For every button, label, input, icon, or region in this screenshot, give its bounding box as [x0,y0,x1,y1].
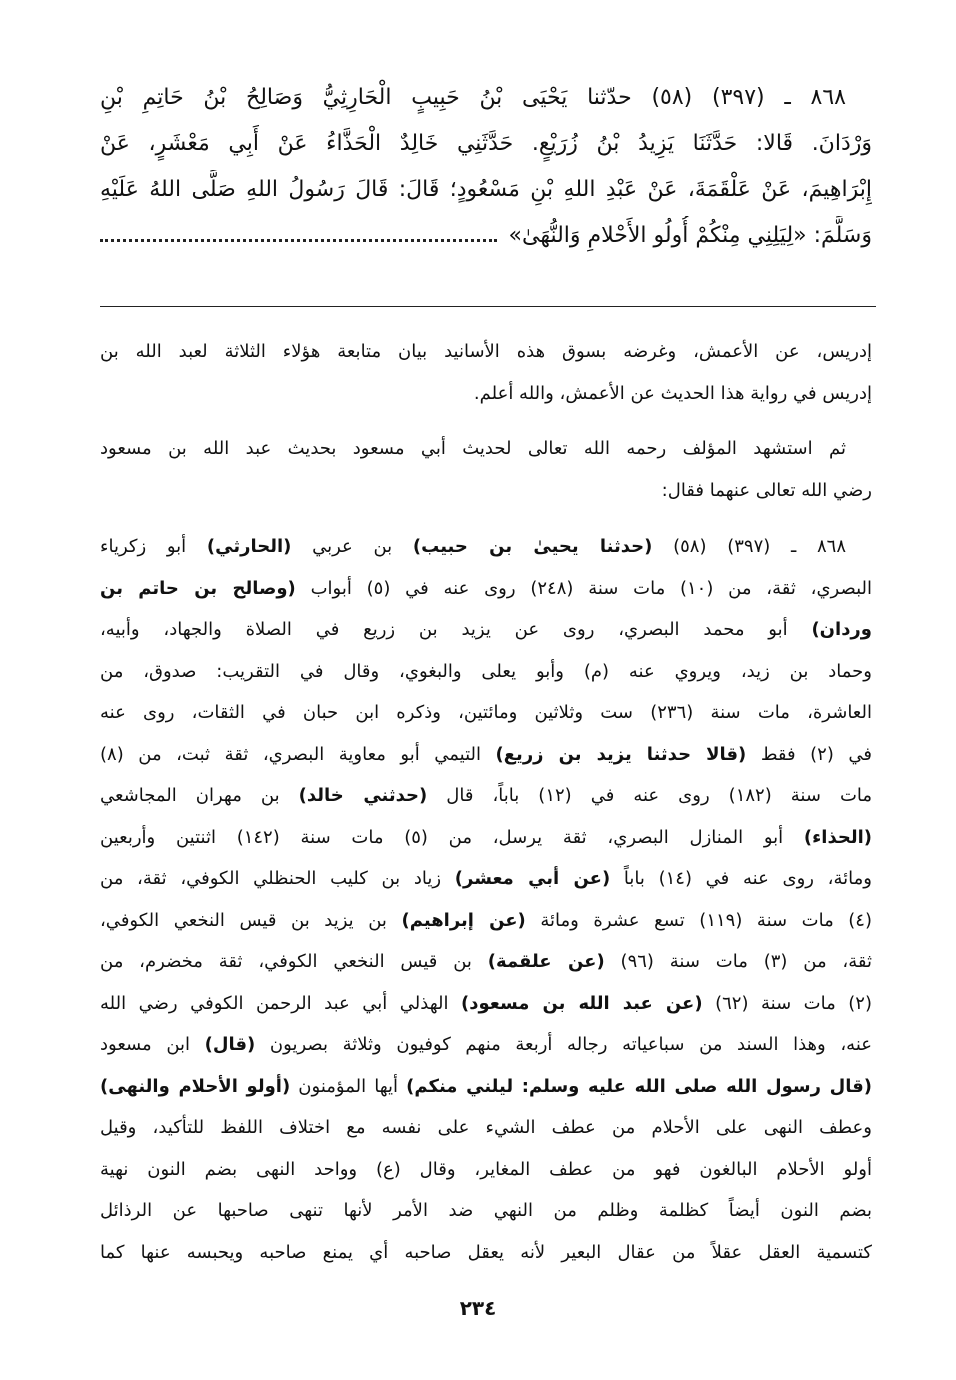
commentary-line [100,737,872,777]
commentary-line [100,861,872,901]
page-number: ٢٣٤ [459,1296,497,1320]
commentary-line [100,431,872,471]
commentary-text-segment: بن عربي [291,536,413,557]
commentary-line [100,944,872,984]
commentary-text-segment: كتسمية العقل عقلاً من عقال البعير لأنه يعقل صاحبه أي يمنع صاحبه ويحبسه عنها كما [100,1241,872,1263]
commentary-text-segment: أولو الأحلام البالغون فهو من عطف المغاير، وقال (ع) وواحد النهى بضم النون نهية [100,1158,872,1180]
commentary-text-segment: بضم النون أيضاً كظلمة وظلم من النهي ضد الأمر لأنها تنهى صاحبها عن الرذائل [100,1200,872,1221]
commentary-text-segment: وحماد بن زيد، ويروي عنه (م) وأبو يعلى والبغوي، وقال في التقريب: صدوق، من [100,660,872,682]
hadith-line-text: وَرْدَانَ. قَالا: حَدَّثَنَا يَزِيدُ بْنُ زُرَيْعٍ. حَدَّثَنِي خَالِدٌ الْحَذَّاءُ عَنْ أَبِي مَعْشَرٍ، عَنْ [100,131,872,156]
commentary-text-segment: (٢) مات سنة (٦٢) [702,992,872,1014]
commentary-text-segment: أبو المنازل البصري، ثقة يرسل، من (٥) مات سنة (١٤٢) اثنتين وأربعين [100,826,804,848]
commentary-line [100,986,872,1026]
commentary-text-segment: عنه، وهذا السند من سباعياته رجاله أربعة منهم كوفيون وثلاثة بصريون [255,1034,872,1055]
commentary-line [100,1193,872,1233]
bold-quoted-text: (قال رسول الله صلى الله عليه وسلم: ليلني منكم) [406,1075,872,1097]
hadith-line [100,124,872,164]
commentary-text-segment: ومائة، روى عنه في (١٤) باباً [610,868,872,889]
commentary-text-segment: إدريس، عن الأعمش، وغرضه بسوق هذه الأسانيد بيان متابعة هؤلاء الثلاثة لعبد الله بن [100,341,872,362]
bold-quoted-text: (عن أبي معشر) [454,868,611,889]
commentary-line [100,654,872,694]
bold-quoted-text: (الحذاء) [803,826,872,848]
commentary-text-segment: ابن مسعود [100,1034,205,1055]
commentary-text-segment: أيها المؤمنون [290,1075,407,1097]
commentary-text-segment: ثقة، من (٣) مات سنة (٩٦) [604,951,872,972]
commentary-text-segment: رضي الله تعالى عنهما فقال: [661,480,872,501]
commentary-line [100,1235,872,1275]
commentary-line [100,1110,872,1150]
commentary-text-segment: زياد بن كليب الحنظلي الكوفي، ثقة، من [100,868,455,889]
commentary-line [100,820,872,860]
hadith-line-text: وَسَلَّمَ: «لِيَلِنِي مِنْكُمْ أُولُو الأَحْلامِ وَالنُّهَىٰ» [508,223,872,248]
commentary-text-segment: ٨٦٨ ـ (٣٩٧) (٥٨) [652,536,846,557]
commentary-text-segment: في (٢) فقط [746,743,872,765]
commentary-line [100,473,872,513]
hadith-line [100,78,872,118]
hadith-line-text: ٨٦٨ ـ (٣٩٧) (٥٨) حدّثنا يَحْيَى بْنُ حَبِيبٍ الْحَارِثِيُّ وَصَالِحُ بْنُ حَاتِمِ بْنِ [100,85,846,110]
dotted-leader [100,217,497,242]
hadith-line [100,170,872,210]
hadith-line-text: إِبْرَاهِيمَ، عَنْ عَلْقَمَةَ، عَنْ عَبْدِ اللهِ بْنِ مَسْعُودٍ؛ قَالَ: قَالَ رَسُولُ اللهِ صَلَّى اللهُ عَلَيْهِ [100,177,872,202]
bold-quoted-text: (وصالح بن حاتم بن [100,577,296,599]
commentary-text-segment: إدريس في رواية هذا الحديث عن الأعمش، والله أعلم. [473,383,872,404]
commentary-text-segment: مات سنة (١٨٢) روى عنه في (١٢) باباً، قال [427,785,872,806]
commentary-text-segment: بن قيس النخعي الكوفي، ثقة مخضرم، من [100,951,488,972]
bold-quoted-text: (حدثني خالد) [298,785,428,806]
commentary-line [100,376,872,416]
commentary-text-segment: (٤) مات سنة (١١٩) تسع عشرة ومائة [525,909,872,931]
commentary-line [100,571,872,611]
bold-quoted-text: (الحارثي) [206,536,292,557]
commentary-text-segment: التيمي أبو معاوية البصري، ثقة ثبت، من (٨) [100,743,496,765]
bold-quoted-text: (قالا حدثنا يزيد بن زريع) [495,743,747,765]
commentary-text-segment: أبو زكرياء [100,536,207,557]
bold-quoted-text: (عن إبراهيم) [401,909,526,931]
commentary-line [100,1027,872,1067]
commentary-line [100,1069,872,1109]
commentary-text-segment: البصري، ثقة، من (١٠) مات سنة (٢٤٨) روى عنه في (٥) أبواب [295,577,872,599]
commentary-text-segment: الهذلي أبي عبد الرحمن الكوفي رضي الله [100,992,462,1014]
bold-quoted-text: (عن علقمة) [487,951,605,972]
commentary-text-segment: بن يزيد بن قيس النخعي الكوفي، [100,909,402,931]
footnote-divider [100,306,876,307]
commentary-text-segment: أبو محمد البصري، روى عن يزيد بن زريع في الصلاة والجهاد، وأبيه، [100,619,812,640]
commentary-line [100,778,872,818]
commentary-line [100,334,872,374]
bold-quoted-text: (قال) [204,1034,256,1055]
commentary-text-segment: العاشرة، مات سنة (٢٣٦) ست وثلاثين ومائتين، وذكره ابن حبان في الثقات، روى عنه [100,702,872,723]
commentary-text-segment: ثم استشهد المؤلف رحمه الله تعالى لحديث أبي مسعود بحديث عبد الله بن مسعود [100,438,846,459]
commentary-line [100,695,872,735]
bold-quoted-text: (حدثنا يحيىٰ بن حبيب) [412,536,653,557]
bold-quoted-text: (عن عبد الله بن مسعود) [461,992,703,1014]
commentary-text-segment: وعطف النهى على الأحلام من عطف الشيء على نفسه مع اختلاف اللفظ للتأكيد، وقيل [100,1117,872,1138]
hadith-line [100,216,872,256]
commentary-line [100,1152,872,1192]
commentary-text-segment: بن مهران المجاشعي [100,785,299,806]
bold-quoted-text: (أولو الأحلام والنهى) [100,1075,291,1097]
commentary-line [100,529,872,569]
commentary-line [100,612,872,652]
commentary-line [100,903,872,943]
bold-quoted-text: وردان) [811,619,872,640]
